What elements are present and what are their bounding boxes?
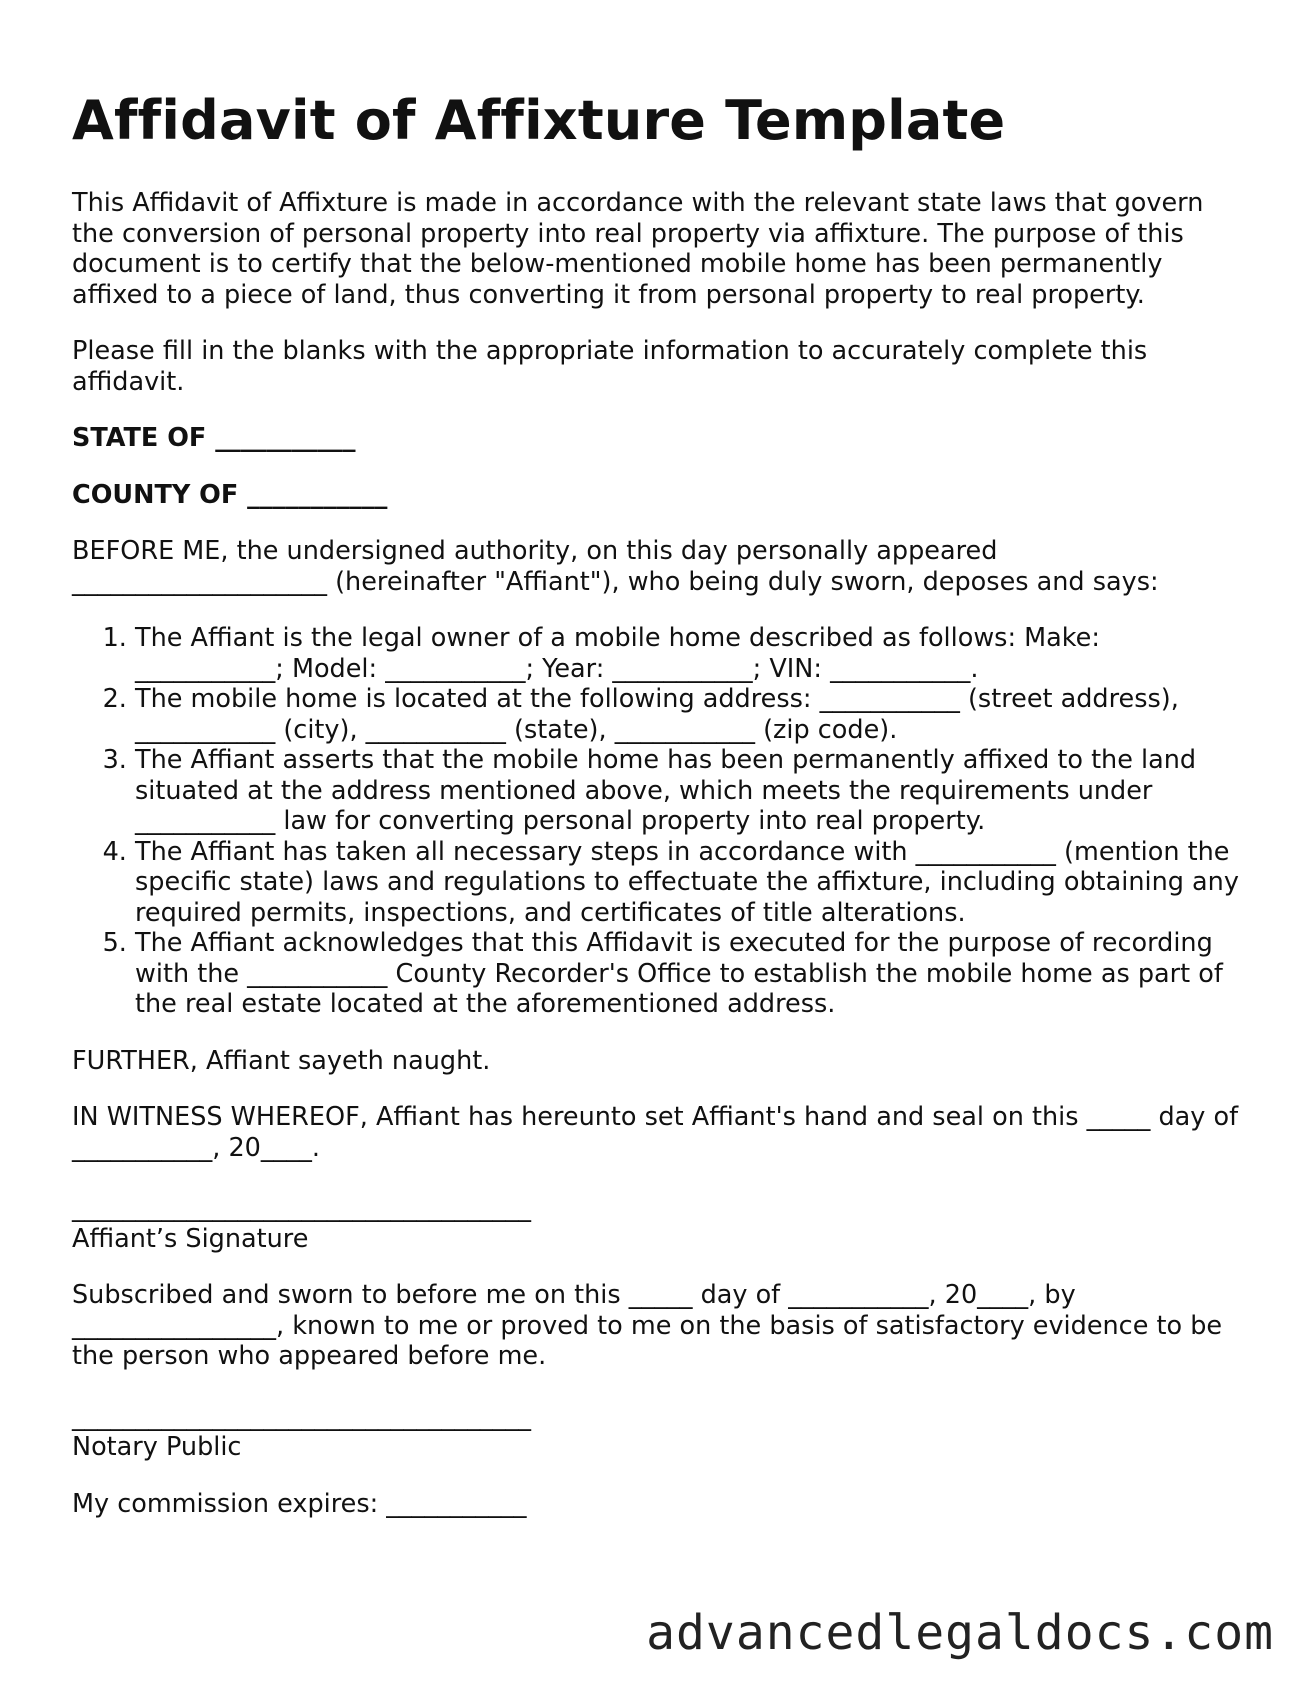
before-me-paragraph: BEFORE ME, the undersigned authority, on this day personally appeared ____________________ (hereinafter "Affiant"), who being duly sworn, deposes and says:: [72, 536, 1159, 597]
intro-paragraph: This Affidavit of Affixture is made in accordance with the relevant state laws that govern the conversion of personal property into real property via affixture. The purpose of this document is to certify that the below-mentioned mobile home has been permanently affixed to a piece of land, thus converting it from personal property to real property.: [72, 188, 1204, 310]
notary-label: Notary Public: [72, 1432, 242, 1462]
statement-item: 4. The Affiant has taken all necessary steps in accordance with ___________ (mention the specific state) laws and regulations to effectuate the affixture, including obtaining any required permits, inspections, and certificates of title alterations.: [135, 837, 1252, 929]
county-line: COUNTY OF ___________: [72, 479, 388, 510]
notary-signature-line: ____________________________________: [72, 1401, 531, 1432]
instructions-paragraph: Please fill in the blanks with the appropriate information to accurately complete this affidavit.: [72, 336, 1148, 397]
subscribed-paragraph: Subscribed and sworn to before me on this _____ day of ___________, 20____, by ________________, known to me or proved to me on the basis of satisfactory evidence to be the person who appeared before me.: [72, 1280, 1223, 1371]
statement-item: 5. The Affiant acknowledges that this Affidavit is executed for the purpose of recording with the ___________ County Recorder's Office to establish the mobile home as part of the real estate located at the aforementioned address.: [135, 928, 1252, 1020]
affiant-signature-label: Affiant’s Signature: [72, 1223, 309, 1254]
state-line: STATE OF ___________: [72, 423, 356, 453]
site-watermark: advancedlegaldocs.com: [646, 1605, 1274, 1661]
document-page: [72, 88, 1252, 1545]
further-paragraph: FURTHER, Affiant sayeth naught.: [72, 1045, 491, 1076]
statement-item: 1. The Affiant is the legal owner of a mobile home described as follows: Make: ___________; Model: ___________; Year: ___________; VIN: ___________.: [135, 623, 1252, 684]
statement-item: 2. The mobile home is located at the following address: ___________ (street address), ___________ (city), ___________ (state), ___________ (zip code).: [135, 684, 1252, 745]
statements-list: [72, 623, 1252, 1020]
statement-item: 3. The Affiant asserts that the mobile home has been permanently affixed to the land situated at the address mentioned above, which meets the requirements under ___________ law for converting personal property into real property.: [135, 745, 1252, 837]
document-title: Affidavit of Affixture Template: [72, 89, 1006, 152]
witness-paragraph: IN WITNESS WHEREOF, Affiant has hereunto set Affiant's hand and seal on this _____ day of ___________, 20____.: [72, 1102, 1239, 1163]
commission-line: My commission expires: ___________: [72, 1488, 527, 1519]
affiant-signature-line: ____________________________________: [72, 1193, 531, 1223]
